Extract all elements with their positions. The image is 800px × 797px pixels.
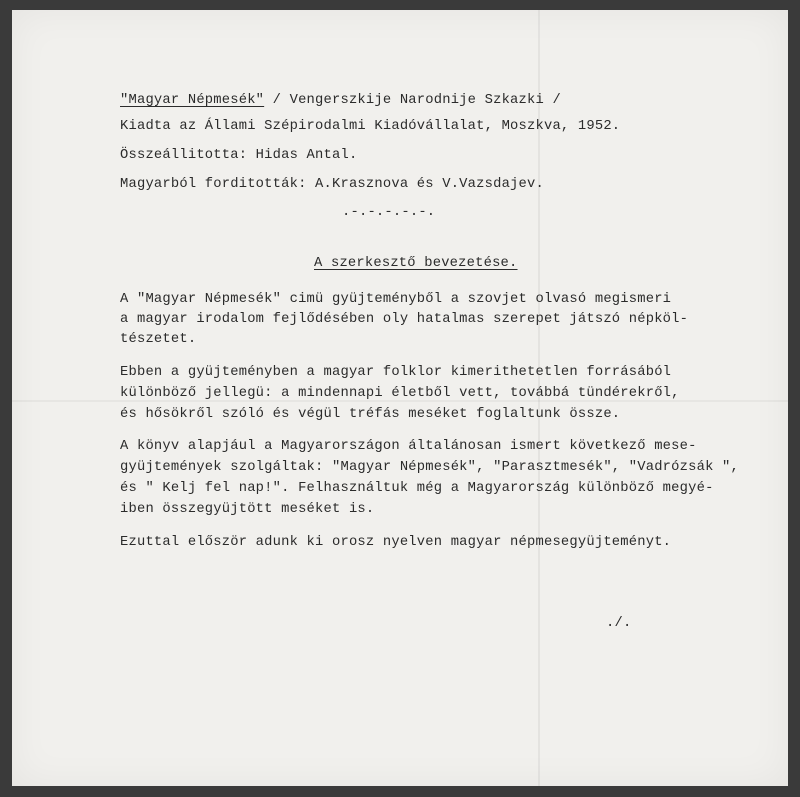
paragraph-2-line-1: Ebben a gyüjteményben a magyar folklor kimerithetetlen forrásából: [120, 365, 672, 380]
paragraph-4-line-1: Ezuttal először adunk ki orosz nyelven magyar népmesegyüjteményt.: [120, 535, 672, 550]
paragraph-2-line-3: és hősökről szóló és végül tréfás meséket foglaltunk össze.: [120, 407, 621, 422]
compiler-line: Összeállitotta: Hidas Antal.: [120, 148, 358, 163]
title-line: [120, 92, 561, 110]
section-title: A szerkesztő bevezetése.: [314, 256, 518, 271]
separator: .-.-.-.-.-.: [342, 205, 436, 220]
paragraph-1-line-1: A "Magyar Népmesék" cimü gyüjteményből a szovjet olvasó megismeri: [120, 292, 672, 307]
paragraph-3-line-4: iben összegyüjtött meséket is.: [120, 502, 375, 517]
book-title-russian: / Vengerszkije Narodnije Szkazki /: [264, 93, 561, 108]
document-sheet: [12, 10, 788, 786]
paragraph-3-line-1: A könyv alapjául a Magyarországon általánosan ismert következő mese-: [120, 439, 697, 454]
publisher-line: Kiadta az Állami Szépirodalmi Kiadóvállalat, Moszkva, 1952.: [120, 119, 621, 134]
paragraph-1-line-2: a magyar irodalom fejlődésében oly hatalmas szerepet játszó népköl-: [120, 312, 689, 327]
closing-mark: ./.: [606, 616, 632, 631]
paragraph-2-line-2: különböző jellegü: a mindennapi életből vett, továbbá tündérekről,: [120, 386, 680, 401]
paragraph-3-line-2: gyüjtemények szolgáltak: "Magyar Népmesék", "Parasztmesék", "Vadrózsák ",: [120, 460, 740, 475]
translators-line: Magyarból forditották: A.Krasznova és V.Vazsdajev.: [120, 177, 544, 192]
paragraph-1-line-3: tészetet.: [120, 332, 197, 347]
book-title: "Magyar Népmesék": [120, 93, 265, 108]
paragraph-3-line-3: és " Kelj fel nap!". Felhasználtuk még a Magyarország különböző megyé-: [120, 481, 714, 496]
